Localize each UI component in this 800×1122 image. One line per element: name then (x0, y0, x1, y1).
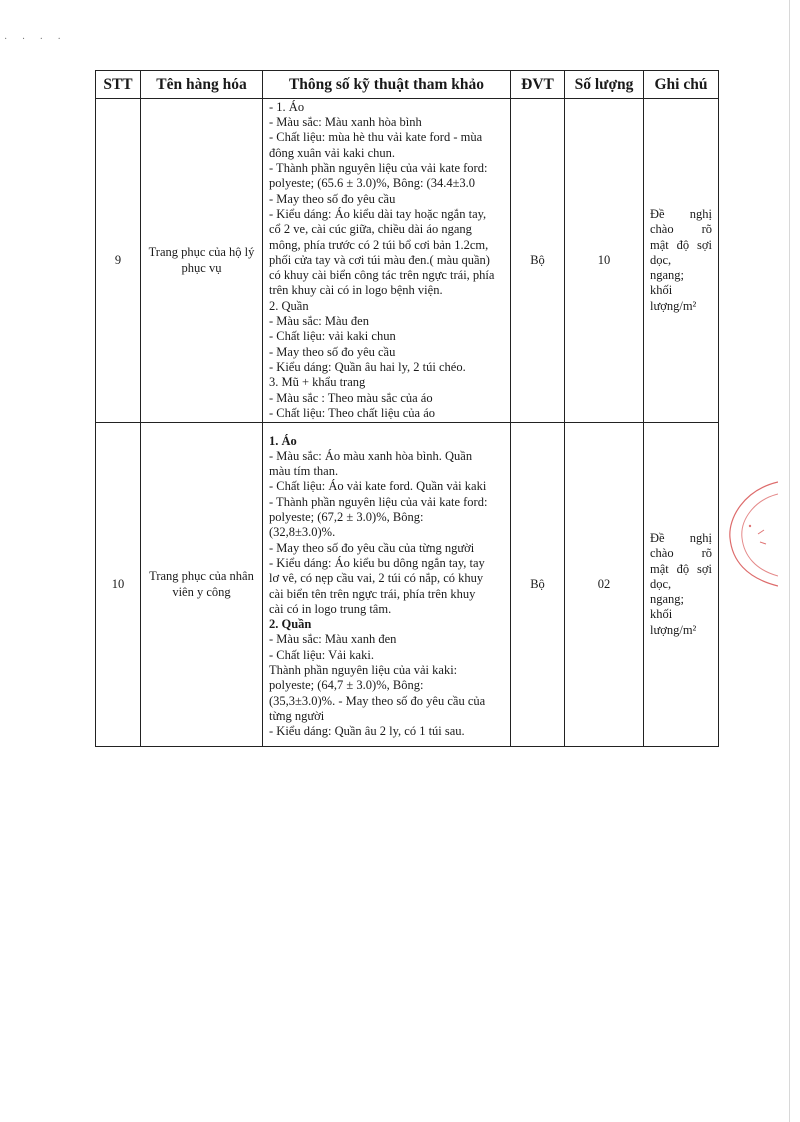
header-unit: ĐVT (511, 71, 565, 99)
spec-line: - May theo số đo yêu cầu (269, 344, 396, 359)
header-spec: Thông số kỹ thuật tham khảo (263, 71, 511, 99)
row-note (644, 423, 719, 747)
spec-line: polyeste; (67,2 ± 3.0)%, Bông: (269, 510, 424, 525)
spec-line: - Thành phần nguyên liệu của vải kate ford: (269, 494, 488, 509)
row-unit: Bộ (511, 423, 565, 747)
spec-line: - 1. Áo (269, 99, 305, 114)
note-line: Đề nghị (650, 206, 712, 221)
note-line: chào rõ (650, 222, 712, 237)
spec-line: 3. Mũ + khẩu trang (269, 375, 366, 390)
spec-line: - Màu sắc: Áo màu xanh hòa bình. Quần (269, 448, 473, 463)
spec-line: (35,3±3.0)%. - May theo số đo yêu cầu của (269, 693, 486, 708)
spec-line: - Màu sắc : Theo màu sắc của áo (269, 390, 433, 405)
page-edge-line (789, 0, 790, 1122)
spec-line: Thành phần nguyên liệu của vải kaki: (269, 662, 458, 677)
row-quantity: 10 (565, 99, 644, 423)
header-stt: STT (96, 71, 141, 99)
spec-line: - Chất liệu: Áo vải kate ford. Quần vải kaki (269, 479, 487, 494)
spec-line: - Kiểu dáng: Quần âu hai ly, 2 túi chéo. (269, 359, 466, 374)
spec-line: - Chất liệu: Vải kaki. (269, 647, 374, 662)
spec-line: - Màu sắc: Màu xanh hòa bình (269, 115, 422, 130)
spec-line: cài biển tên trên ngực trái, phía trên khuy (269, 586, 476, 601)
spec-line: lơ vê, có nẹp cầu vai, 2 túi có nắp, có khuy (269, 571, 484, 586)
specification-table (95, 70, 719, 747)
note-line: ngang; (650, 268, 685, 283)
spec-line: polyeste; (64,7 ± 3.0)%, Bông: (269, 678, 424, 693)
spec-line: 2. Quần (269, 617, 312, 632)
spec-line: có khuy cài biển công tác trên ngực trái, phía (269, 268, 495, 283)
spec-line: polyeste; (65.6 ± 3.0)%, Bông: (34.4±3.0 (269, 176, 476, 191)
note-line: mật độ sợi (650, 561, 712, 576)
spec-line: mông, phía trước có 2 túi bổ cơi bản 1.2cm, (269, 237, 489, 252)
note-line: chào rõ (650, 546, 712, 561)
row-spec (263, 99, 511, 423)
header-note: Ghi chú (644, 71, 719, 99)
spec-line: - Chất liệu: vải kaki chun (269, 329, 396, 344)
row-quantity: 02 (565, 423, 644, 747)
header-name: Tên hàng hóa (141, 71, 263, 99)
note-line: ngang; (650, 592, 685, 607)
spec-line: phối cửa tay và cơi túi màu đen.( màu quần) (269, 252, 490, 267)
note-line: lượng/m² (650, 622, 697, 637)
spec-line: từng người (269, 708, 325, 723)
note-line: khối (650, 607, 673, 622)
spec-line: cổ 2 ve, cài cúc giữa, chiều dài áo ngang (269, 222, 472, 237)
spec-line: - May theo số đo yêu cầu của từng người (269, 540, 475, 555)
table-row (96, 423, 719, 747)
spec-line: đông xuân vải kaki chun. (269, 145, 396, 160)
corner-marks: · · · · (4, 34, 67, 45)
spec-line: - Chất liệu: Theo chất liệu của áo (269, 405, 436, 420)
spec-line: 1. Áo (269, 433, 297, 448)
note-line: mật độ sợi (650, 237, 712, 252)
note-line: dọc, (650, 252, 672, 267)
row-stt: 10 (96, 423, 141, 747)
header-qty: Số lượng (565, 71, 644, 99)
note-line: dọc, (650, 576, 672, 591)
row-item-name: Trang phục của hộ lý phục vụ (141, 99, 263, 423)
spec-line: - Thành phần nguyên liệu của vải kate ford: (269, 161, 488, 176)
spec-line: - May theo số đo yêu cầu (269, 191, 396, 206)
spec-line: 2. Quần (269, 298, 309, 313)
table-header-row (96, 71, 719, 99)
spec-line: - Màu sắc: Màu đen (269, 314, 369, 329)
row-spec (263, 423, 511, 747)
note-line: Đề nghị (650, 530, 712, 545)
row-item-name: Trang phục của nhân viên y công (141, 423, 263, 747)
spec-line: trên khuy cài có in logo bệnh viện. (269, 283, 443, 298)
spec-line: - Màu sắc: Màu xanh đen (269, 632, 397, 647)
spec-line: - Kiểu dáng: Áo kiểu dài tay hoặc ngắn tay, (269, 206, 487, 221)
row-stt: 9 (96, 99, 141, 423)
spec-line: - Kiểu dáng: Quần âu 2 ly, có 1 túi sau. (269, 724, 465, 739)
spec-line: (32,8±3.0)%. (269, 525, 336, 540)
spec-line: cài có in logo trung tâm. (269, 601, 392, 616)
spec-line: - Kiểu dáng: Áo kiểu bu dông ngắn tay, tay (269, 555, 485, 570)
spec-line: màu tím than. (269, 464, 339, 479)
row-note (644, 99, 719, 423)
spec-line: - Chất liệu: mùa hè thu vải kate ford - mùa (269, 130, 483, 145)
note-line: khối (650, 283, 673, 298)
row-unit: Bộ (511, 99, 565, 423)
note-line: lượng/m² (650, 298, 697, 313)
table-row (96, 99, 719, 423)
red-stamp-fragment (724, 478, 778, 590)
